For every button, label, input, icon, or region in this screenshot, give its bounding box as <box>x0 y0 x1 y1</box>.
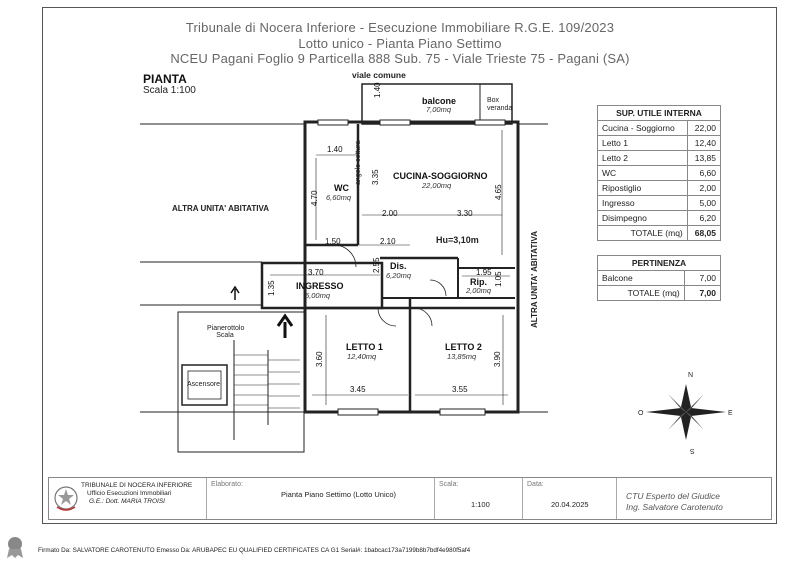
dim: 1.95 <box>476 268 492 277</box>
table-row: Balcone 7,00 <box>598 271 721 286</box>
court-line-1: TRIBUNALE DI NOCERA INFERIORE <box>81 482 193 489</box>
pertinenza-total-value: 7,00 <box>684 286 720 301</box>
header-line-1: Tribunale di Nocera Inferiore - Esecuzione Immobiliare R.G.E. 109/2023 <box>185 20 615 35</box>
dim: 3.30 <box>457 209 473 218</box>
elaborato-label: Elaborato: <box>211 481 243 488</box>
signature-seal-icon <box>4 535 26 559</box>
plan-title: PIANTA <box>143 72 187 86</box>
table-row: Cucina - Soggiorno 22,00 <box>598 121 721 136</box>
court-line-3: G.E.: Dott. MARIA TROISI <box>89 498 165 505</box>
street-label: viale comune <box>352 70 406 80</box>
data-value: 20.04.2025 <box>551 500 589 509</box>
dim: 2.10 <box>380 237 396 246</box>
emblem-icon <box>53 483 79 513</box>
room-ingresso-area: 5,00mq <box>305 291 331 300</box>
pertinenza-table <box>597 255 721 301</box>
surface-total-label: TOTALE (mq) <box>598 226 688 241</box>
elaborato-cell <box>207 478 435 519</box>
dim: 2.00 <box>382 209 398 218</box>
table-row: WC 6,60 <box>598 166 721 181</box>
room-rip-area: 2,00mq <box>466 286 492 295</box>
ctu-line-1: CTU Esperto del Giudice <box>626 491 721 501</box>
room-wc-area: 6,60mq <box>326 193 352 202</box>
dim: 3.55 <box>452 385 468 394</box>
ctu-line-2: Ing. Salvatore Carotenuto <box>626 502 723 512</box>
dim: 1.05 <box>494 271 503 287</box>
table-row: Ingresso 5,00 <box>598 196 721 211</box>
room-balcone: balcone <box>422 96 457 106</box>
pianerottolo-label: Pianerottolo Scala <box>207 325 245 339</box>
room-box: Box veranda <box>487 97 513 112</box>
room-cucina: CUCINA-SOGGIORNO <box>393 171 488 181</box>
other-unit-left: ALTRA UNITA' ABITATIVA <box>172 204 269 213</box>
scala-cell <box>435 478 523 519</box>
dim: 3.35 <box>371 169 380 185</box>
compass-o: O <box>638 410 644 417</box>
height-label: Hu=3,10m <box>436 235 479 245</box>
elaborato-value: Pianta Piano Settimo (Lotto Unico) <box>281 490 397 499</box>
room-wc: WC <box>334 183 349 193</box>
court-cell <box>49 478 207 519</box>
room-cucina-area: 22,00mq <box>422 181 452 190</box>
other-unit-right: ALTRA UNITA' ABITATIVA <box>530 231 539 328</box>
room-letto2: LETTO 2 <box>445 342 482 352</box>
room-angolo: angolo cottura <box>355 140 362 185</box>
data-cell <box>523 478 617 519</box>
room-dis: Dis. <box>390 261 407 271</box>
title-block <box>48 477 772 520</box>
dim: 1.50 <box>325 237 341 246</box>
dim: 4.70 <box>310 190 319 206</box>
surface-table-title: SUP. UTILE INTERNA <box>598 106 721 121</box>
room-letto1: LETTO 1 <box>346 342 383 352</box>
table-row: Disimpegno 6,20 <box>598 211 721 226</box>
compass-s: S <box>690 447 695 454</box>
dim: 3.60 <box>315 351 324 367</box>
surface-table <box>597 105 721 241</box>
compass-e: E <box>728 410 733 417</box>
room-letto2-area: 13,85mq <box>447 352 477 361</box>
room-ingresso: INGRESSO <box>296 281 344 291</box>
compass-icon <box>646 384 726 440</box>
room-balcone-area: 7,00mq <box>426 105 452 114</box>
digital-signature: Firmato Da: SALVATORE CAROTENUTO Emesso Da: ARUBAPEC EU QUALIFIED CERTIFICATES CA G1 Serial#: 1babcac173a7199b8b7bdf4e980f5af4 <box>38 547 471 554</box>
pertinenza-table-title: PERTINENZA <box>598 256 721 271</box>
header-line-2: Lotto unico - Pianta Piano Settimo <box>298 36 502 51</box>
dim: 1.40 <box>373 82 382 98</box>
room-dis-area: 6,20mq <box>386 271 412 280</box>
scala-label: Scala: <box>439 481 459 488</box>
dim: 1.40 <box>327 145 343 154</box>
dim: 1.35 <box>267 280 276 296</box>
dim: 4.65 <box>494 184 503 200</box>
header-line-3: NCEU Pagani Foglio 9 Particella 888 Sub. 75 - Viale Trieste 75 - Pagani (SA) <box>170 51 630 66</box>
plan-scale: Scala 1:100 <box>143 85 196 96</box>
table-row: Letto 1 12,40 <box>598 136 721 151</box>
data-label: Data: <box>527 481 544 488</box>
compass-n: N <box>688 372 694 379</box>
court-line-2: Ufficio Esecuzioni Immobiliari <box>87 490 172 497</box>
dim: 3.70 <box>308 268 324 277</box>
pertinenza-total-label: TOTALE (mq) <box>598 286 685 301</box>
ascensore-label: Ascensore <box>187 381 221 388</box>
surface-total-value: 68,05 <box>687 226 720 241</box>
scala-value: 1:100 <box>471 500 490 509</box>
dim: 2.55 <box>372 257 381 273</box>
room-letto1-area: 12,40mq <box>347 352 377 361</box>
dim: 3.90 <box>493 351 502 367</box>
table-row: Ripostiglio 2,00 <box>598 181 721 196</box>
dim: 3.45 <box>350 385 366 394</box>
table-row: Letto 2 13,85 <box>598 151 721 166</box>
room-rip: Rip. <box>470 277 487 287</box>
